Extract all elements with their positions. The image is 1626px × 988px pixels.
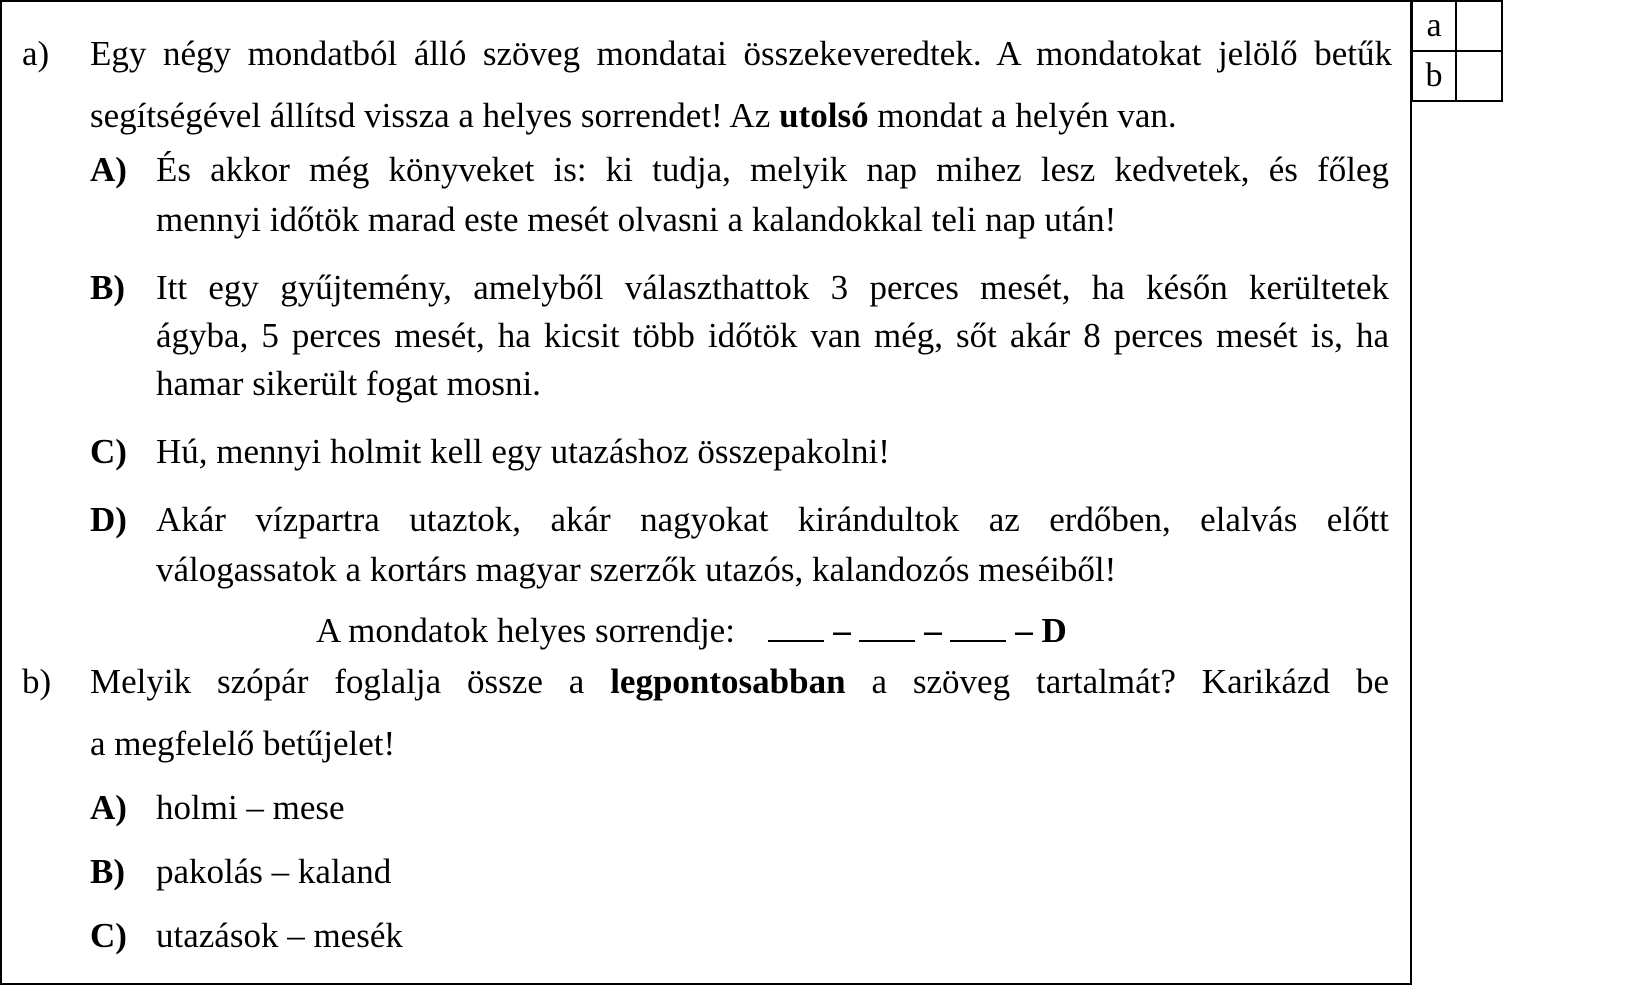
part-a-option-d-line2: válogassatok a kortárs magyar szerzők utazós, kalandozós meséiből! <box>156 550 1117 589</box>
sequence-blank-1[interactable] <box>768 610 824 642</box>
part-a-option-b-label: B) <box>90 268 125 307</box>
part-a-option-a-line2: mennyi időtök marad este mesét olvasni a kalandokkal teli nap után! <box>156 200 1117 239</box>
score-label-a: a <box>1412 1 1456 51</box>
part-a-question-line2 <box>90 98 1177 133</box>
part-b-q1-bold: legpontosabban <box>610 662 846 701</box>
part-a-option-a-label: A) <box>90 150 127 189</box>
part-a-option-d-line1: Akár vízpartra utaztok, akár nagyokat kirándultok az erdőben, elalvás előtt <box>156 500 1389 539</box>
part-a-q2-bold: utolsó <box>779 96 869 135</box>
part-b-marker: b) <box>22 662 52 701</box>
part-a-option-c-label: C) <box>90 432 127 471</box>
part-b-option-a-text: holmi – mese <box>156 788 345 827</box>
score-label-b: b <box>1412 51 1456 101</box>
part-a-option-a-line1: És akkor még könyveket is: ki tudja, melyik nap mihez lesz kedvetek, és főleg <box>156 150 1389 189</box>
part-a-question-line1: Egy négy mondatból álló szöveg mondatai összekeveredtek. A mondatokat jelölő betűk <box>90 34 1392 73</box>
part-b-q1-post: a szöveg tartalmát? Karikázd be <box>845 662 1389 701</box>
sequence-blank-3[interactable] <box>950 610 1006 642</box>
sequence-answer-line <box>316 610 1067 648</box>
sequence-label: A mondatok helyes sorrendje: <box>316 611 735 650</box>
score-points-b[interactable] <box>1456 51 1502 101</box>
part-b-q1-pre: Melyik szópár foglalja össze a <box>90 662 611 701</box>
part-b-option-c-text: utazások – mesék <box>156 916 403 955</box>
sequence-dash-1: – <box>833 611 851 650</box>
sequence-dash-3: – <box>1015 611 1033 650</box>
sequence-dash-2: – <box>924 611 942 650</box>
part-b-option-b-text: pakolás – kaland <box>156 852 392 891</box>
score-points-a[interactable] <box>1456 1 1502 51</box>
part-b-question-line1 <box>90 664 1389 699</box>
part-b-option-b-label[interactable]: B) <box>90 852 125 891</box>
part-a-q2-post: mondat a helyén van. <box>868 96 1177 135</box>
part-a-marker: a) <box>22 34 50 73</box>
score-row-a <box>1412 1 1502 51</box>
part-a-option-b-line2: ágyba, 5 perces mesét, ha kicsit több időtök van még, sőt akár 8 perces mesét is, ha <box>156 316 1389 355</box>
part-b-option-c-label[interactable]: C) <box>90 916 127 955</box>
score-box <box>1411 0 1503 102</box>
part-a-option-b-line3: hamar sikerült fogat mosni. <box>156 364 541 403</box>
part-a-option-b-line1: Itt egy gyűjtemény, amelyből választhattok 3 perces mesét, ha későn kerültetek <box>156 268 1389 307</box>
part-a-q2-pre: segítségével állítsd vissza a helyes sorrendet! Az <box>90 96 780 135</box>
part-b-question-line2: a megfelelő betűjelet! <box>90 724 396 763</box>
score-table <box>1411 0 1503 102</box>
part-a-option-c-line1: Hú, mennyi holmit kell egy utazáshoz összepakolni! <box>156 432 890 471</box>
sequence-last: D <box>1041 611 1067 650</box>
part-b-option-a-label[interactable]: A) <box>90 788 127 827</box>
score-row-b <box>1412 51 1502 101</box>
part-a-option-d-label: D) <box>90 500 127 539</box>
sequence-blank-2[interactable] <box>859 610 915 642</box>
